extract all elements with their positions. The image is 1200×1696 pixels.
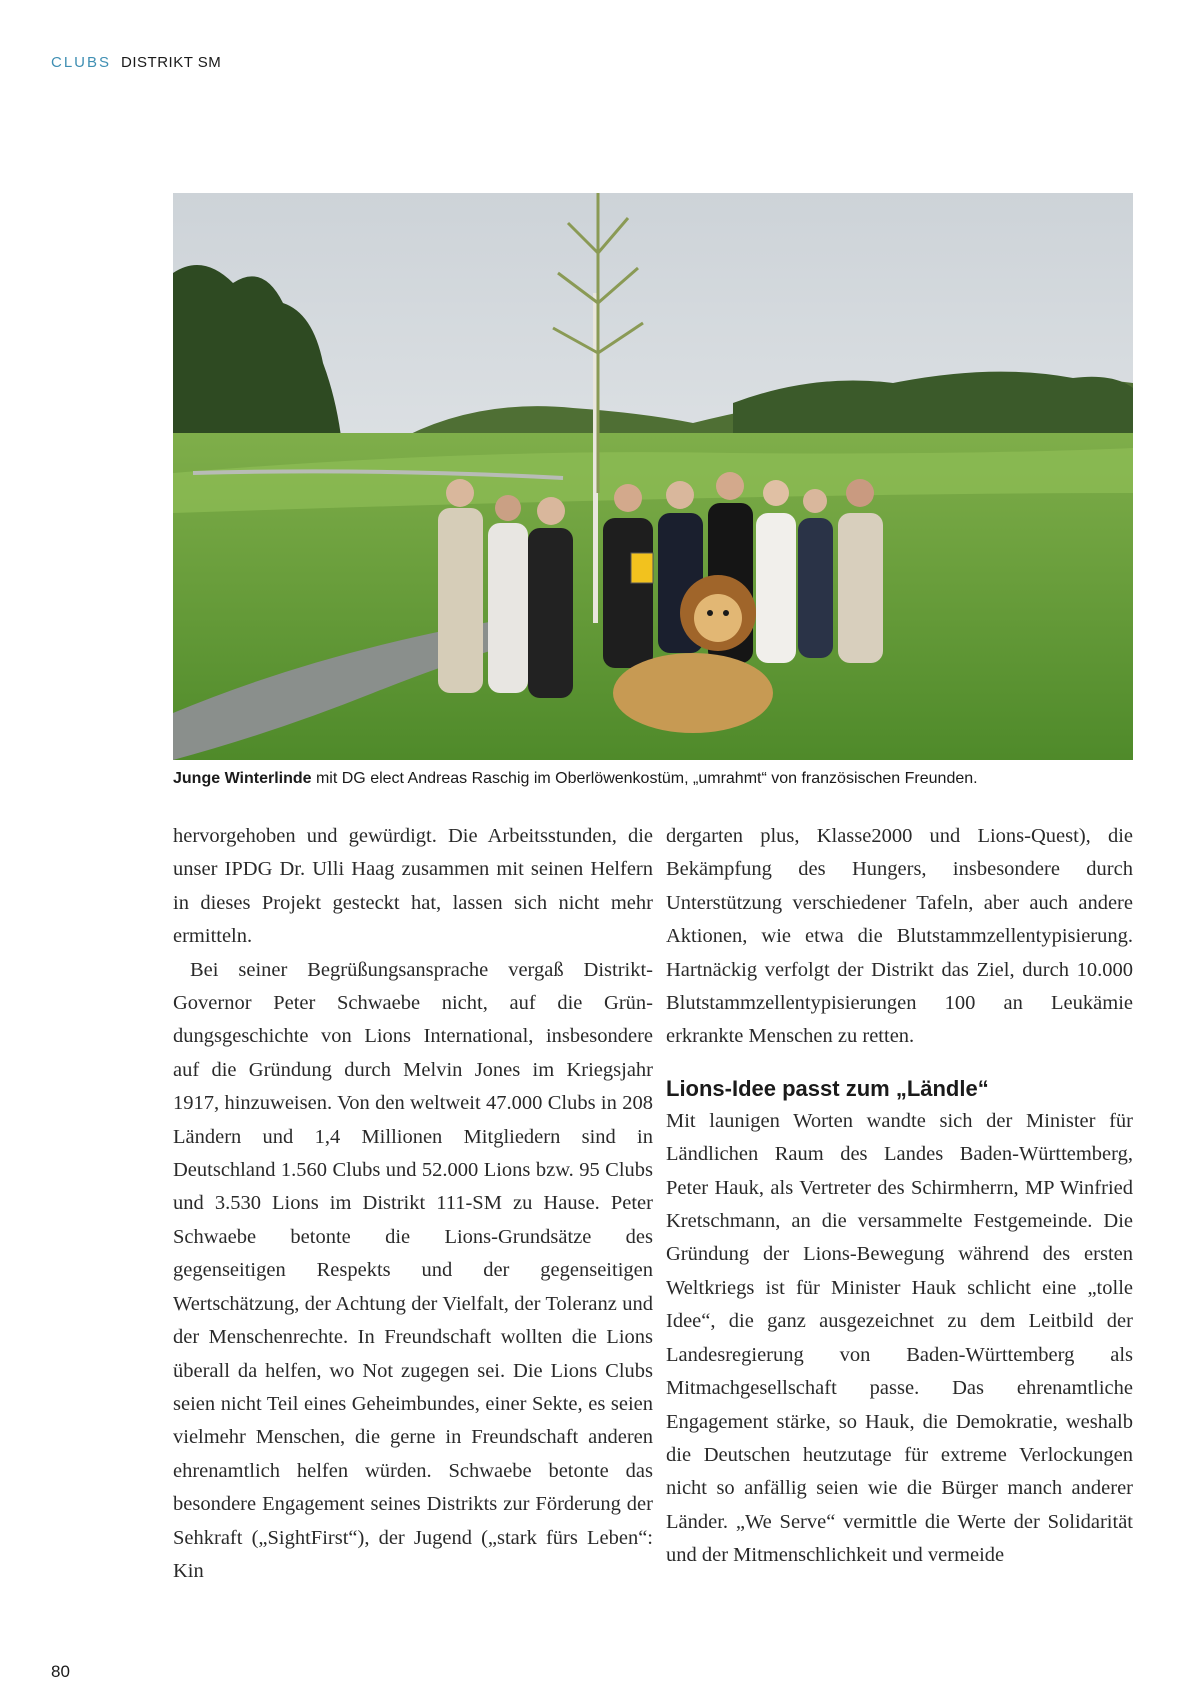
article-column-left bbox=[173, 820, 653, 1588]
page-number: 80 bbox=[51, 1662, 70, 1681]
caption-text: mit DG elect Andreas Raschig im Oberlöwenkostüm, „umrahmt“ von französischen Freunden. bbox=[311, 770, 978, 787]
article-column-right bbox=[666, 820, 1133, 1573]
running-header bbox=[51, 54, 221, 71]
yellow-sign bbox=[631, 553, 653, 583]
photo-caption bbox=[173, 770, 1153, 788]
district-label: DISTRIKT SM bbox=[121, 54, 222, 71]
section-heading: Lions-Idee passt zum „Ländle“ bbox=[666, 1075, 989, 1101]
section-label: CLUBS bbox=[51, 54, 112, 71]
group-photo bbox=[173, 193, 1133, 760]
caption-title: Junge Winterlinde bbox=[173, 770, 312, 787]
paragraph: hervorgehoben und gewürdigt. Die Arbeitsstunden, die unser IPDG Dr. Ulli Haag zusammen mit seinen Helfern in dieses Projekt gesteckt hat, lassen sich nicht mehr ermitteln. bbox=[173, 825, 653, 948]
paragraph: dergarten plus, Klasse2000 und Lions-Quest), die Bekämpfung des Hungers, insbesondere durch Unterstützung verschiedener Tafeln, aber auch andere Aktionen, wie etwa die Blutstammzellentypisierung. Hartnäckig verfolgt der Distrikt das Ziel, durch 10.000 Blutstammzellentypisierungen 100 an Leukämie erkrankte Menschen zu retten. bbox=[666, 825, 1133, 1048]
paragraph: Bei seiner Begrüßungsansprache vergaß Distrikt-Governor Peter Schwaebe nicht, auf die Gründungsgeschichte von Lions International, insbesondere auf die Gründung durch Melvin Jones im Kriegsjahr 1917, hinzuweisen. Von den weltweit 47.000 Clubs in 208 Ländern und 1,4 Millionen Mitgliedern sind in Deutschland 1.560 Clubs und 52.000 Lions bzw. 95 Clubs und 3.530 Lions im Distrikt 111-SM zu Hause. Peter Schwaebe betonte die Lions-Grundsätze des gegenseitigen Respekts und der gegenseitigen Wertschätzung, der Achtung der Vielfalt, der Toleranz und der Menschenrechte. In Freundschaft wollten die Lions überall da helfen, wo Not zugegen sei. Die Lions Clubs seien nicht Teil eines Geheimbundes, einer Sekte, es seien vielmehr Menschen, die gerne in Freundschaft anderen ehrenamtlich helfen würden. Schwaebe betonte das besondere Engagement seines Distrikts zur Förderung der Sehkraft („SightFirst“), der Jugend („stark fürs Leben“: Kin bbox=[173, 958, 653, 1582]
paragraph: Mit launigen Worten wandte sich der Minister für Ländlichen Raum des Landes Baden-Württemberg, Peter Hauk, als Vertreter des Schirmherrn, MP Winfried Kretschmann, an die versammelte Festgemeinde. Die Gründung der Lions-Bewegung während des ersten Weltkriegs ist für Minister Hauk schlicht eine „tolle Idee“, die ganz ausgezeichnet zu dem Leitbild der Landesregierung von Baden-Württemberg als Mitmachgesellschaft passe. Das ehrenamtliche Engagement stärke, so Hauk, die Demokratie, weshalb die Deutschen heutzutage für extreme Verlockungen nicht so anfällig seien wie die Bürger manch anderer Länder. „We Serve“ vermittle die Werte der Solidarität und der Mitmenschlichkeit und vermeide bbox=[666, 1109, 1133, 1567]
